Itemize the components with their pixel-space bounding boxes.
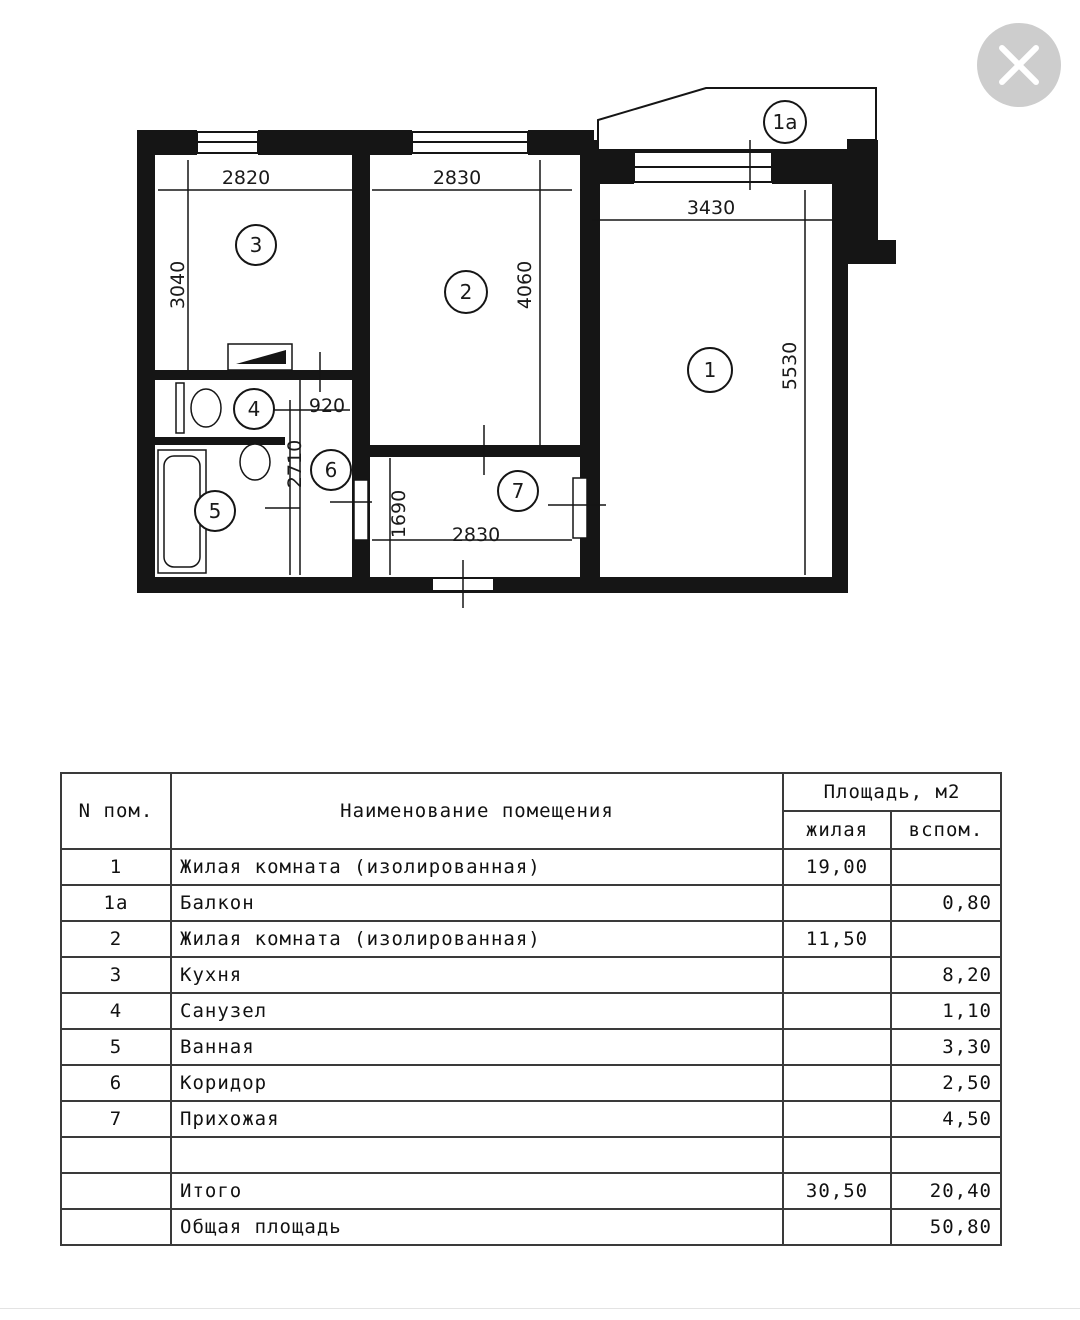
cell-room-name: Коридор [171, 1065, 783, 1101]
divider [0, 1308, 1080, 1309]
cell-aux-area [891, 921, 1001, 957]
cell-aux-area: 0,80 [891, 885, 1001, 921]
cell-living-area [783, 885, 891, 921]
room-number-7: 7 [511, 479, 525, 503]
room-number-1a: 1a [772, 110, 798, 134]
cell-living-area [783, 1101, 891, 1137]
table-row [61, 957, 1001, 993]
dimension-label: 3430 [686, 197, 736, 219]
room-number-2: 2 [459, 280, 473, 304]
table-row [61, 1029, 1001, 1065]
header-area: Площадь, м2 [783, 773, 1001, 811]
cell-living-area: 19,00 [783, 849, 891, 885]
table-row-total-area [61, 1209, 1001, 1245]
room-number-4: 4 [247, 397, 261, 421]
header-living: жилая [783, 811, 891, 849]
cell-room-name: Жилая комната (изолированная) [171, 921, 783, 957]
dimension-label: 2830 [451, 524, 501, 546]
cell-aux-area: 4,50 [891, 1101, 1001, 1137]
cell-room-name: Ванная [171, 1029, 783, 1065]
table-row [61, 993, 1001, 1029]
cell-number: 3 [61, 957, 171, 993]
cell-room-name [171, 1137, 783, 1173]
cell-aux-area [891, 849, 1001, 885]
cell-living-area: 30,50 [783, 1173, 891, 1209]
table-row [61, 885, 1001, 921]
table-row [61, 921, 1001, 957]
cell-aux-area: 20,40 [891, 1173, 1001, 1209]
cell-living-area [783, 993, 891, 1029]
cell-number: 2 [61, 921, 171, 957]
area-table [60, 772, 1002, 1246]
cell-aux-area [891, 1137, 1001, 1173]
cell-room-name: Балкон [171, 885, 783, 921]
cell-aux-area: 50,80 [891, 1209, 1001, 1245]
cell-room-name: Жилая комната (изолированная) [171, 849, 783, 885]
cell-room-name: Итого [171, 1173, 783, 1209]
cell-number: 6 [61, 1065, 171, 1101]
cell-number: 1 [61, 849, 171, 885]
table-row [61, 1065, 1001, 1101]
table-row-total [61, 1173, 1001, 1209]
cell-aux-area: 8,20 [891, 957, 1001, 993]
cell-room-name: Кухня [171, 957, 783, 993]
cell-living-area [783, 1065, 891, 1101]
cell-aux-area: 1,10 [891, 993, 1001, 1029]
dimension-label: 920 [308, 395, 346, 417]
cell-living-area: 11,50 [783, 921, 891, 957]
table-header-row [61, 773, 1001, 811]
room-number-1: 1 [703, 358, 717, 382]
cell-room-name: Санузел [171, 993, 783, 1029]
dimension-label: 5530 [779, 341, 801, 391]
dimension-label: 3040 [167, 260, 189, 310]
cell-aux-area: 3,30 [891, 1029, 1001, 1065]
cell-living-area [783, 1209, 891, 1245]
dimension-label: 2710 [284, 439, 306, 489]
cell-living-area [783, 957, 891, 993]
cell-number: 5 [61, 1029, 171, 1065]
header-auxiliary: вспом. [891, 811, 1001, 849]
cell-number: 7 [61, 1101, 171, 1137]
room-number-3: 3 [249, 233, 263, 257]
cell-number: 1а [61, 885, 171, 921]
cell-number [61, 1209, 171, 1245]
floor-plan [0, 0, 1080, 640]
header-room-name: Наименование помещения [171, 773, 783, 849]
table-row [61, 1101, 1001, 1137]
dimension-label: 1690 [388, 489, 410, 539]
table-row [61, 849, 1001, 885]
header-number: N пом. [61, 773, 171, 849]
cell-living-area [783, 1137, 891, 1173]
cell-number [61, 1173, 171, 1209]
dimension-label: 4060 [514, 260, 536, 310]
dimension-label: 2830 [432, 167, 482, 189]
table-row [61, 1137, 1001, 1173]
cell-aux-area: 2,50 [891, 1065, 1001, 1101]
cell-living-area [783, 1029, 891, 1065]
cell-room-name: Прихожая [171, 1101, 783, 1137]
room-number-6: 6 [324, 458, 338, 482]
dimension-label: 2820 [221, 167, 271, 189]
cell-room-name: Общая площадь [171, 1209, 783, 1245]
cell-number [61, 1137, 171, 1173]
room-number-5: 5 [208, 499, 222, 523]
cell-number: 4 [61, 993, 171, 1029]
